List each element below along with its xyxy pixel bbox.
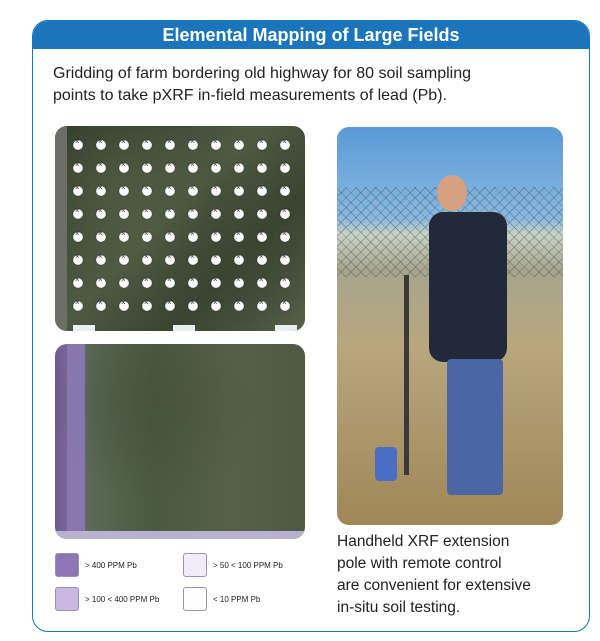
legend-swatch [183,553,207,577]
lead-bottom-band [55,531,305,539]
sample-point-marker [142,301,152,311]
caption-line-2: pole with remote control [337,555,502,572]
caption-line-3: are convenient for extensive [337,577,531,594]
sample-point-marker [96,163,106,173]
photo-caption [337,531,577,619]
sample-point-marker [211,301,221,311]
sample-point-marker [119,232,129,242]
sample-point-marker [211,140,221,150]
xrf-extension-pole [404,275,409,475]
sample-point-marker [234,255,244,265]
sample-point-marker [188,209,198,219]
sample-point-marker [280,140,290,150]
legend-label: > 100 < 400 PPM Pb [85,594,160,604]
legend-label: > 50 < 100 PPM Pb [213,560,283,570]
sample-point-marker [257,186,267,196]
sample-point-marker [280,232,290,242]
legend-label: > 400 PPM Pb [85,560,137,570]
sample-point-marker [257,278,267,288]
sample-point-marker [96,301,106,311]
legend-item [55,587,159,611]
sample-point-marker [165,186,175,196]
sample-point-marker [257,255,267,265]
high-lead-zone [67,344,85,539]
sample-point-marker [188,140,198,150]
sample-point-marker [188,186,198,196]
sample-point-marker [142,232,152,242]
sample-point-marker [142,163,152,173]
sample-point-marker [119,301,129,311]
sample-point-marker [73,186,83,196]
sample-point-marker [280,163,290,173]
field-testing-photo [337,127,563,525]
sample-point-marker [211,186,221,196]
sample-point-marker [257,232,267,242]
sample-point-marker [165,140,175,150]
intro-line-2: points to take pXRF in-field measurements of lead (Pb). [53,87,447,104]
card-title: Elemental Mapping of Large Fields [162,24,460,45]
person-head [437,175,467,211]
xrf-analyzer-device [375,447,397,481]
sample-point-marker [96,278,106,288]
sample-point-marker [73,255,83,265]
sample-point-marker [73,140,83,150]
sample-point-marker [257,209,267,219]
sample-point-marker [188,163,198,173]
intro-line-1: Gridding of farm bordering old highway for 80 soil sampling [53,65,471,82]
sample-point-marker [119,140,129,150]
sample-point-marker [188,301,198,311]
sample-point-marker [96,209,106,219]
sample-point-marker [234,140,244,150]
sample-point-marker [165,255,175,265]
sample-point-marker [234,209,244,219]
legend-item [55,553,137,577]
caption-line-1: Handheld XRF extension [337,533,510,550]
sample-point-marker [280,209,290,219]
card-header [33,21,589,49]
sample-point-marker [142,278,152,288]
sample-point-marker [165,163,175,173]
sample-point-marker [165,232,175,242]
sample-point-marker [234,186,244,196]
sample-point-marker [234,278,244,288]
sample-point-marker [211,209,221,219]
sample-point-marker [119,163,129,173]
sample-point-marker [142,186,152,196]
sample-point-marker [257,301,267,311]
legend-swatch [55,553,79,577]
sample-point-marker [211,278,221,288]
sample-point-marker [280,278,290,288]
sample-point-marker [188,232,198,242]
sample-point-marker [142,209,152,219]
person-jeans [447,359,503,495]
sample-point-marker [280,255,290,265]
legend-item [183,553,283,577]
sample-point-marker [96,232,106,242]
legend-swatch [183,587,207,611]
sample-point-marker [211,255,221,265]
sample-point-marker [188,278,198,288]
lead-heatmap-photo [55,344,305,539]
scale-tab [73,325,95,331]
sample-point-marker [73,209,83,219]
intro-text [53,63,563,107]
sample-point-marker [96,186,106,196]
sample-point-marker [119,278,129,288]
sample-point-marker [234,163,244,173]
legend-label: < 10 PPM Pb [213,594,261,604]
sample-point-marker [165,278,175,288]
sample-point-marker [96,140,106,150]
sample-point-marker [73,232,83,242]
grid-aerial-photo [55,126,305,331]
sample-point-marker [280,186,290,196]
highway-strip [55,126,67,331]
caption-line-4: in-situ soil testing. [337,599,461,616]
sample-point-marker [119,209,129,219]
sample-point-marker [142,255,152,265]
sample-point-marker [165,209,175,219]
person-shirt [429,212,507,362]
sample-point-marker [257,163,267,173]
sample-point-marker [234,301,244,311]
sample-point-marker [211,163,221,173]
sample-point-marker [119,255,129,265]
sample-point-marker [73,278,83,288]
sample-point-marker [165,301,175,311]
legend-swatch [55,587,79,611]
info-card [32,20,590,632]
sample-point-marker [73,301,83,311]
sample-point-marker [257,140,267,150]
scale-tab [275,325,297,331]
sample-point-marker [234,232,244,242]
sample-point-marker [211,232,221,242]
legend-item [183,587,260,611]
sample-point-marker [142,140,152,150]
scale-tab [173,325,195,331]
sample-point-marker [96,255,106,265]
sample-point-marker [188,255,198,265]
sample-point-marker [119,186,129,196]
sample-point-marker [73,163,83,173]
sample-point-marker [280,301,290,311]
